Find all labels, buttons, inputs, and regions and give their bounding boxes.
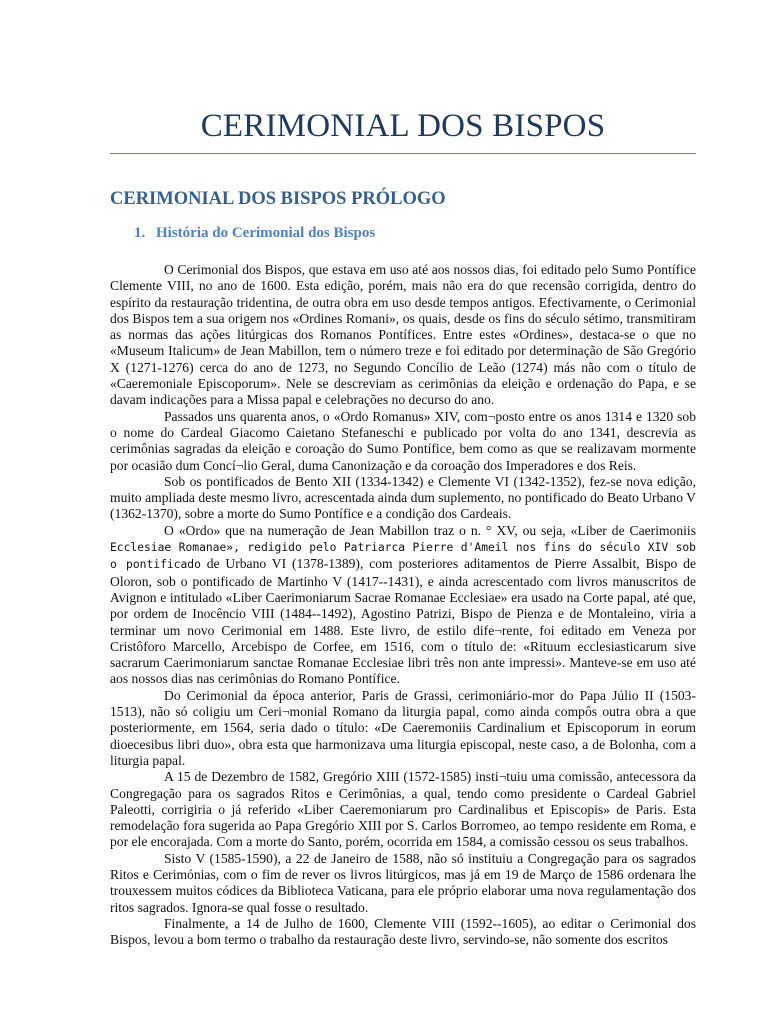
paragraph: Sisto V (1585-1590), a 22 de Janeiro de 1588, não só instituiu a Congregação para os sagrados Ritos e Cerimónias, com o fim de rever os livros litúrgicos, mas já em 19 de Março de 1586 ordenara lhe trouxessem muitos códices da Biblioteca Vaticana, para ele próprio elaborar uma nova regulamentação dos ritos sagrados. Ignora-se qual fosse o resultado. xyxy=(110,850,696,915)
title-divider xyxy=(110,153,696,154)
section-heading: CERIMONIAL DOS BISPOS PRÓLOGO xyxy=(110,189,446,209)
paragraph: A 15 de Dezembro de 1582, Gregório XIII (1572-1585) insti¬tuiu uma comissão, antecessora da Congregação para os sagrados Ritos e Cerimônias, a qual, tendo como presidente o Cardeal Gabriel Paleotti, corrigiria o já referido «Liber Caeremoniarum pro Cardinalibus et Episcopis» de Paris. Esta remodelação fora sugerida ao Papa Gregório XIII por S. Carlos Borromeo, ao tempo residente em Roma, e por ele encorajada. Com a morte do Santo, porém, ocorrida em 1584, a comissão cessou os seus trabalhos. xyxy=(110,769,696,850)
subsection-number: 1. xyxy=(134,225,146,241)
paragraph: Passados uns quarenta anos, o «Ordo Romanus» XIV, com¬posto entre os anos 1314 e 1320 sob o nome do Cardeal Giacomo Caietano Stefaneschi e publicado por volta do ano 1341, descrevia as cerimônias sagradas da eleição e coroação do Sumo Pontífice, bem como as que se realizavam mormente por ocasião dum Concí¬lio Geral, duma Canonização e da coroação dos Imperadores e dos Reis. xyxy=(110,408,696,473)
subsection-heading xyxy=(134,225,375,242)
paragraph: Sob os pontificados de Bento XII (1334-1342) e Clemente VI (1342-1352), fez-se nova edição, muito ampliada deste mesmo livro, acrescentada ainda dum suplemento, no pontificado do Beato Urbano V (1362-1370), sobre a morte do Sumo Pontífice e a condição dos Cardeais. xyxy=(110,473,696,522)
paragraph: Finalmente, a 14 de Julho de 1600, Clemente VIII (1592--1605), ao editar o Cerimonial dos Bispos, levou a bom termo o trabalho da restauração deste livro, servindo-se, não somente dos escritos xyxy=(110,915,696,948)
paragraph: Do Cerimonial da época anterior, Paris de Grassi, cerimoniário-mor do Papa Júlio II (1503-1513), não só coligiu um Ceri¬monial Romano da liturgia papal, como ainda compôs outra obra a que posteriormente, em 1564, seria dado o título: «De Caeremoniis Cardinalium et Episcoporum in eorum dioecesibus libri duo», obra esta que harmonizava uma liturgia episcopal, neste caso, a de Bolonha, com a liturgia papal. xyxy=(110,687,696,768)
document-body xyxy=(110,262,696,948)
paragraph-text: de Urbano VI (1378-1389), com posteriores aditamentos de Pierre Assalbit, Bispo de Oloron, sob o pontificado de Martinho V (1417--1431), e ainda acrescentado com livros manuscritos de Avignon e intitulado «Liber Caerimoniarum Sacrae Romanae Ecclesiae» era usado na Corte papal, até que, por ordem de Inocêncio VIII (1484--1492), Agostino Patrizi, Bispo de Pienza e de Montaleino, viria a terminar um novo Cerimonial em 1488. Este livro, de estilo dife¬rente, foi editado em Veneza por Cristôforo Marcello, Arcebispo de Corfee, em 1516, com o título de: «Rituum ecclesiasticarum sive sacrarum Caerimoniarum sanctae Romanae Ecclesiae libri três non ante impressi». Manteve-se em uso até aos nossos dias nas cerimônias do Romano Pontífice. xyxy=(110,556,696,687)
document-title: CERIMONIAL DOS BISPOS xyxy=(200,108,606,144)
paragraph-text-typewriter: Ecclesiae Romanae», redigido pelo Patriarca Pierre d'Ameil nos fins do século XIV sob o pontificado xyxy=(110,541,696,572)
paragraph xyxy=(110,523,696,688)
subsection-title: História do Cerimonial dos Bispos xyxy=(156,225,376,241)
paragraph: O Cerimonial dos Bispos, que estava em uso até aos nossos dias, foi editado pelo Sumo Pontífice Clemente VIII, no ano de 1600. Esta edição, porém, mais não era do que recensão corrigida, dentro do espírito da restauração tridentina, de outra obra em uso desde tempos antigos. Efectivamente, o Cerimonial dos Bispos tem a sua origem nos «Ordines Romani», os quais, desde os fins do século sétimo, transmitiram as normas das ações litúrgicas dos Romanos Pontífices. Entre estes «Ordines», destaca-se o que no «Museum Italicum» de Jean Mabillon, tem o número treze e foi editado por determinação de São Gregório X (1271-1276) cerca do ano de 1273, no Segundo Concílio de Leão (1274) más não com o título de «Caeremoniale Episcoporum». Nele se descreviam as cerimônias da eleição e ordenação do Papa, e se davam indicações para a Missa papal e celebrações no decurso do ano. xyxy=(110,262,696,408)
paragraph-text: O «Ordo» que na numeração de Jean Mabillon traz o n. ° XV, ou seja, «Liber de Caerimoniis xyxy=(164,522,696,538)
